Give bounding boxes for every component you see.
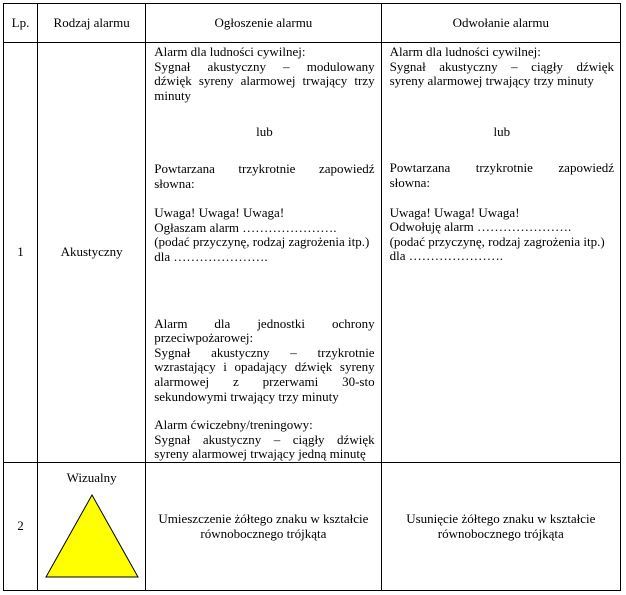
- announce-fire-line: wzrastający i opadający dźwięk syreny: [154, 359, 375, 375]
- announce-civil-title: Alarm dla ludności cywilnej:: [154, 44, 306, 59]
- announce-repeat-line: słowna:: [154, 175, 195, 191]
- alarm-table: [3, 3, 621, 591]
- row2-cancel: [381, 462, 620, 590]
- cancel-civil-line: Sygnał akustyczny – ciągły dźwięk: [389, 58, 614, 74]
- header-type: Rodzaj alarmu: [38, 4, 146, 43]
- announce-fire-line: Sygnał akustyczny – trzykrotnie: [154, 344, 375, 360]
- cancel-civil-line: syreny alarmowej trwający trzy minuty: [389, 73, 594, 89]
- cancel-for: dla ………………….: [389, 248, 503, 264]
- announce-repeat-line: Powtarzana trzykrotnie zapowiedź: [154, 160, 375, 176]
- row1-cancel: [381, 43, 620, 463]
- announce-exercise-title: Alarm ćwiczebny/treningowy:: [154, 417, 313, 433]
- announce-exercise-line: Sygnał akustyczny – ciągły dźwięk: [154, 431, 375, 447]
- announce-civil-line: Sygnał akustyczny – modulowany: [154, 58, 375, 74]
- announce-visual-line: równobocznego trójkąta: [200, 526, 327, 542]
- cancel-lub: lub: [493, 123, 511, 139]
- yellow-triangle-icon: [44, 493, 140, 579]
- announce-fire-line: przeciwpożarowej:: [154, 330, 254, 346]
- announce-lub: lub: [256, 124, 273, 140]
- row2-type: [38, 462, 146, 590]
- row2-announce: [146, 462, 381, 590]
- header-cancel: Odwołanie alarmu: [381, 4, 620, 43]
- cancel-reason: (podać przyczynę, rodzaj zagrożenia itp.): [389, 233, 605, 249]
- announce-for: dla ………………….: [154, 248, 268, 264]
- table-row: [4, 43, 621, 463]
- visual-label: Wizualny: [66, 469, 117, 485]
- cancel-visual-line: równobocznego trójkąta: [437, 526, 564, 542]
- cancel-visual-line: Usunięcie żółtego znaku w kształcie: [406, 511, 596, 527]
- row1-type: Akustyczny: [38, 43, 146, 463]
- announce-fire-line: alarmowej z przerwami 30-sto: [154, 373, 375, 389]
- announce-exercise-line: syreny alarmowej trwający jedną minutę: [154, 446, 366, 462]
- announce-fire-line: Alarm dla jednostki ochrony: [154, 315, 375, 331]
- announce-visual-line: Umieszczenie żółtego znaku w kształcie: [158, 511, 369, 527]
- row1-announce: [146, 43, 381, 463]
- announce-uwaga: Uwaga! Uwaga! Uwaga!: [154, 205, 285, 221]
- cancel-revoke: Odwołuję alarm ………………….: [389, 219, 572, 235]
- cancel-repeat-line: słowna:: [389, 174, 431, 190]
- row1-lp: 1: [4, 43, 38, 463]
- row2-lp: 2: [4, 462, 38, 590]
- cancel-uwaga: Uwaga! Uwaga! Uwaga!: [389, 204, 520, 220]
- announce-civil-line: dźwięk syreny alarmowej trwający trzy: [154, 73, 375, 89]
- announce-civil-line: minuty: [154, 87, 192, 103]
- cancel-civil-title: Alarm dla ludności cywilnej:: [389, 44, 541, 59]
- table-row: [4, 462, 621, 590]
- header-lp: Lp.: [4, 4, 38, 43]
- header-row: [4, 4, 621, 43]
- announce-fire-line: sekundowymi trwający trzy minuty: [154, 388, 339, 404]
- cancel-repeat-line: Powtarzana trzykrotnie zapowiedź: [389, 160, 614, 176]
- announce-reason: (podać przyczynę, rodzaj zagrożenia itp.): [154, 234, 370, 250]
- announce-declare: Ogłaszam alarm ………………….: [154, 219, 337, 235]
- header-announce: Ogłoszenie alarmu: [146, 4, 381, 43]
